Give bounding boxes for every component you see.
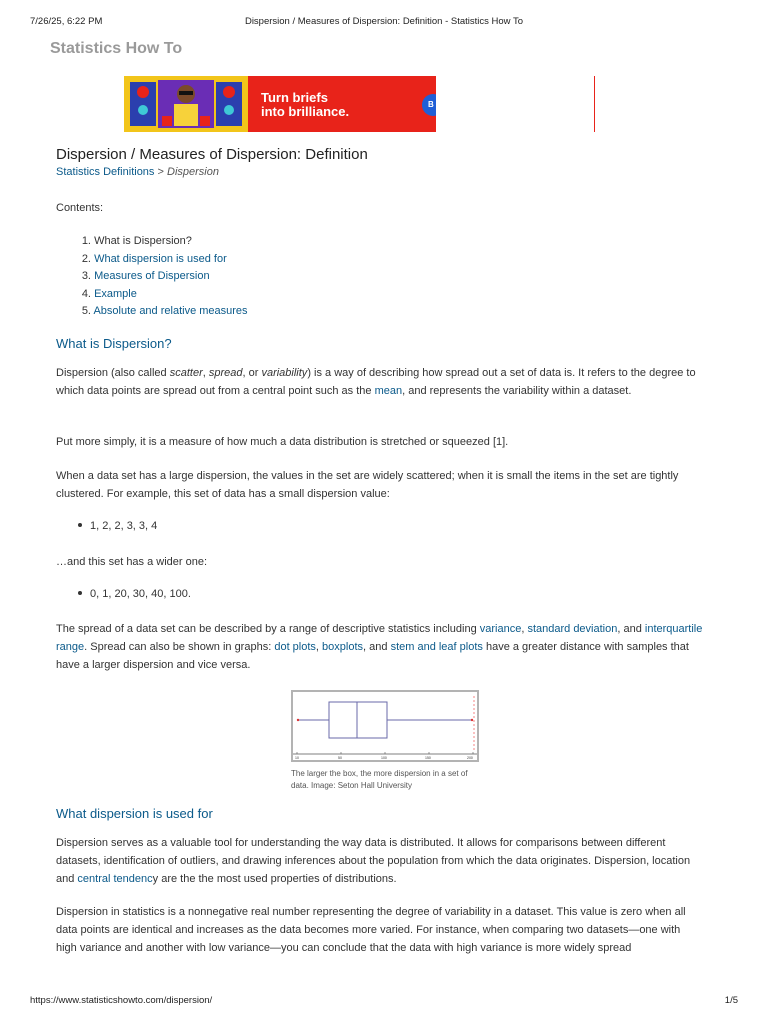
paragraph-spread-statistics: The spread of a data set can be described by a range of descriptive statistics including variance, standard deviation, and interquartile range. Spread can also be shown in graphs: dot plots, boxplots, and stem and leaf plots have a greater distance with samples that have a larger dispersion and vice versa. [56, 623, 703, 671]
print-page-number: 1/5 [724, 995, 738, 1006]
link-interquartile-range[interactable]: interquartile range [56, 623, 703, 653]
toc-link-absolute-relative[interactable]: Absolute and relative measures [93, 305, 248, 317]
toc-item: 1. What is Dispersion? [81, 235, 192, 247]
toc-link-example[interactable]: Example [94, 287, 137, 300]
paragraph-simpler: Put more simply, it is a measure of how much a data distribution is stretched or squeezed [1]. [56, 436, 509, 448]
list-item-small-set: 1, 2, 2, 3, 3, 4 [78, 520, 157, 532]
breadcrumb-current: Dispersion [167, 166, 219, 178]
boxplot-figure [291, 690, 479, 792]
link-standard-deviation[interactable]: standard deviation [527, 623, 618, 635]
link-mean[interactable]: mean [374, 385, 403, 397]
axis-tick-label: 10 [295, 756, 299, 760]
link-dot-plots[interactable]: dot plots [274, 641, 316, 653]
toc-item: 2. What dispersion is used for [81, 252, 227, 265]
breadcrumb-link-statistics-definitions[interactable]: Statistics Definitions [56, 166, 155, 178]
list-item-wide-set: 0, 1, 20, 30, 40, 100. [78, 588, 191, 600]
link-boxplots[interactable]: boxplots [322, 641, 364, 653]
toc-item: 4. Example [81, 287, 137, 300]
axis-tick-label: 100 [381, 756, 387, 760]
toc-link-used-for[interactable]: What dispersion is used for [94, 252, 227, 265]
toc-item: 3. Measures of Dispersion [81, 270, 210, 282]
ad-cta-button[interactable]: B [422, 94, 436, 116]
ad-headline: Turn briefs into brilliance. [261, 90, 350, 119]
section-heading-what-is-dispersion: What is Dispersion? [56, 336, 172, 351]
link-central-tendency[interactable]: central tendenc [77, 873, 153, 885]
table-of-contents [56, 233, 248, 321]
axis-tick-label: 50 [338, 756, 342, 760]
paragraph-wider-set: …and this set has a wider one: [56, 556, 208, 568]
paragraph-valuable-tool: Dispersion serves as a valuable tool for understanding the way data is distributed. It allows for comparisons between different datasets, identification of outliers, and drawing inferences about the population from which the data originates. Dispersion, location and central tendency are the the most used properties of distributions. [56, 837, 691, 885]
paragraph-definition: Dispersion (also called scatter, spread, or variability) is a way of describing how spread out a set of data is. It refers to the degree to which data points are spread out from a central point such as the mean, and represents the variability within a dataset. [56, 367, 696, 397]
link-variance[interactable]: variance [479, 623, 522, 635]
print-date: 7/26/25, 6:22 PM [30, 16, 103, 27]
link-stem-and-leaf-plots[interactable]: stem and leaf plots [390, 641, 483, 653]
paragraph-nonnegative: Dispersion in statistics is a nonnegative real number representing the degree of variability in a dataset. This value is zero when all data points are identical and increases as the data becomes more varied. For instance, when comparing two datasets—one with high variance and another with low variance—you can conclude that the data with high variance is more widely spread [56, 906, 686, 954]
axis-tick-label: 150 [425, 756, 431, 760]
breadcrumb [56, 166, 219, 178]
toc-link-measures[interactable]: Measures of Dispersion [94, 270, 210, 282]
ad-divider [594, 76, 595, 132]
axis-tick-label: 200 [467, 756, 473, 760]
site-title[interactable]: Statistics How To [50, 40, 183, 57]
print-title: Dispersion / Measures of Dispersion: Definition - Statistics How To [244, 16, 524, 27]
toc-item: 5. Absolute and relative measures [81, 305, 248, 317]
toc-label: What is Dispersion? [94, 235, 192, 247]
breadcrumb-separator: > [157, 166, 164, 178]
print-url: https://www.statisticshowto.com/dispersion/ [30, 995, 213, 1006]
ad-banner[interactable] [124, 76, 436, 132]
figure-caption: The larger the box, the more dispersion in a set of data. Image: Seton Hall University [291, 769, 468, 790]
contents-label: Contents: [56, 202, 104, 214]
paragraph-large-dispersion: When a data set has a large dispersion, the values in the set are widely scattered; when it is small the items in the set are tightly clustered. For example, this set of data has a small dispersion value: [56, 470, 679, 500]
section-heading-used-for: What dispersion is used for [56, 806, 213, 821]
page-title: Dispersion / Measures of Dispersion: Definition [56, 146, 368, 163]
boxplot-image [291, 690, 479, 762]
ad-illustration [124, 76, 248, 132]
